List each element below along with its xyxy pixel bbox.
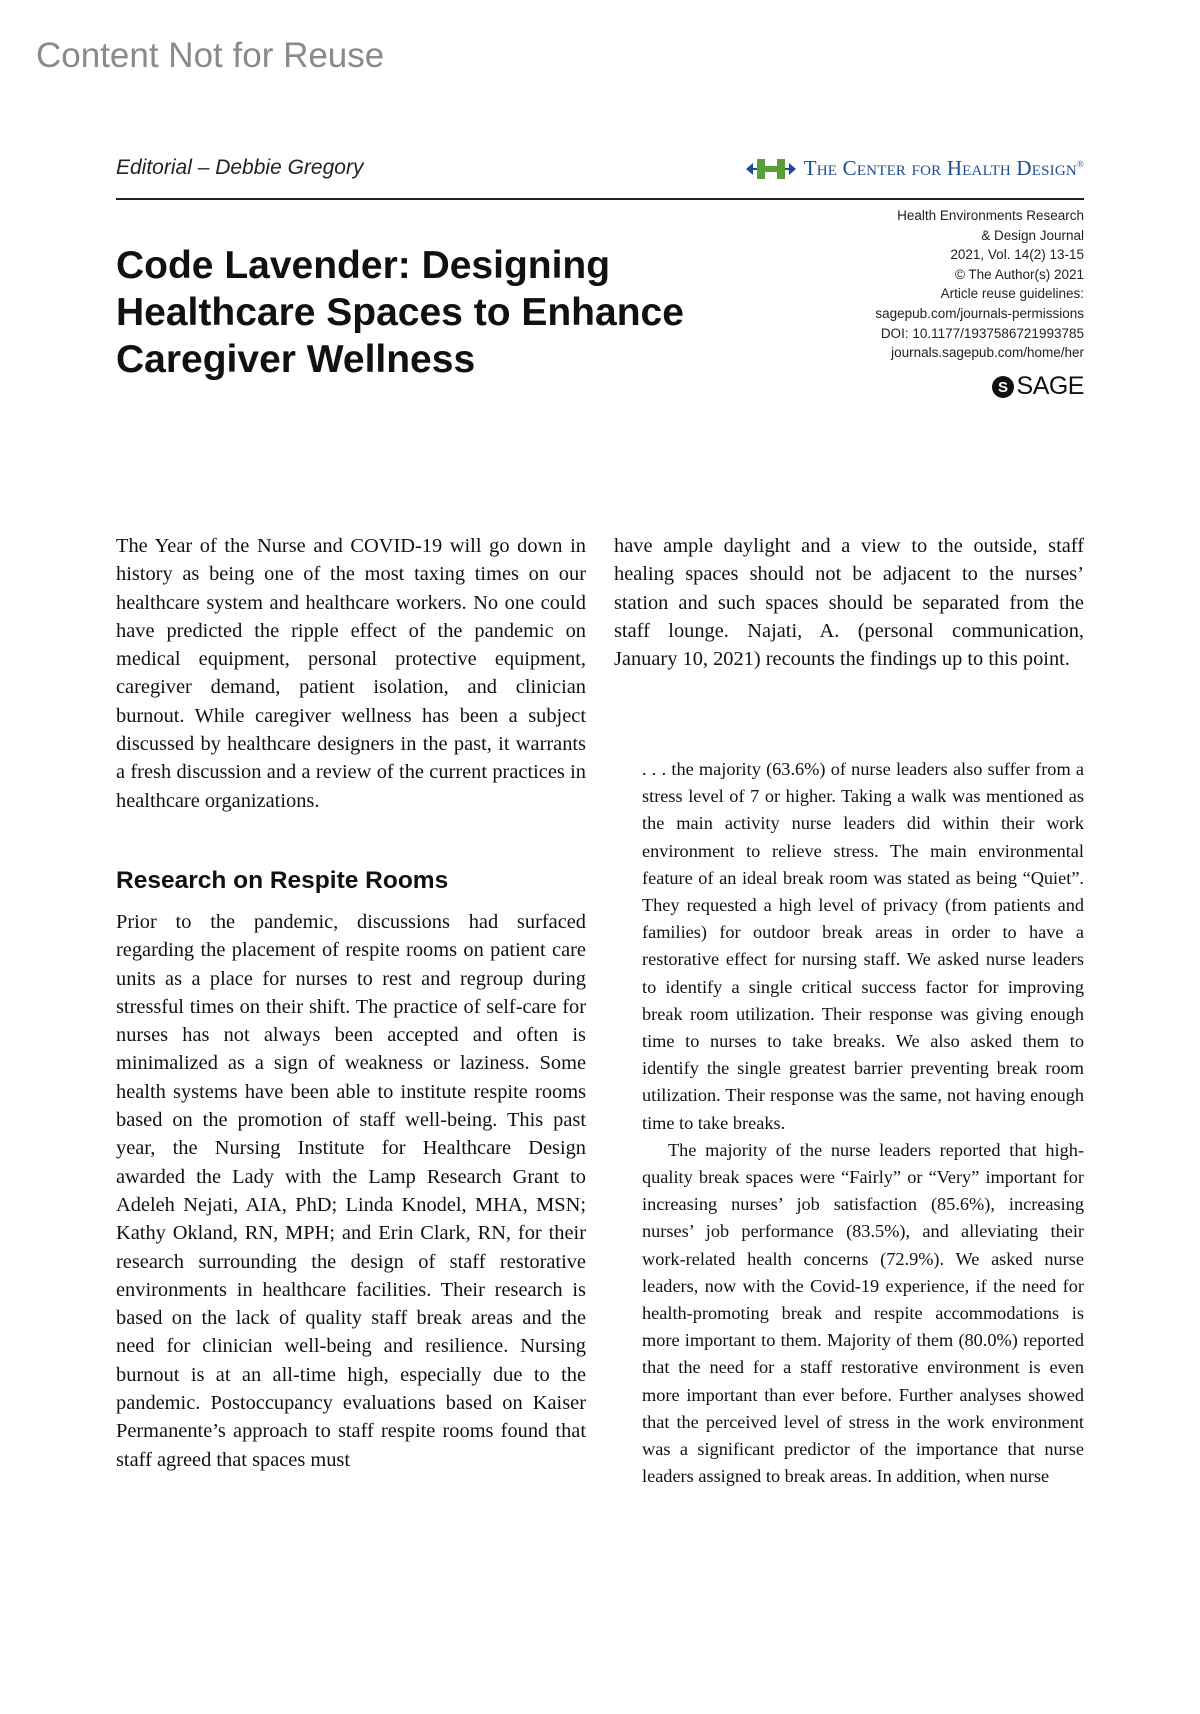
block-quote — [642, 756, 1084, 1490]
reuse-link[interactable]: sagepub.com/journals-permissions — [875, 305, 1084, 321]
sage-logo — [991, 372, 1084, 401]
sage-logo-text: SAGE — [1016, 372, 1084, 400]
center-for-health-design-logo — [744, 156, 1084, 181]
journal-metadata — [784, 206, 1084, 363]
watermark: Content Not for Reuse — [36, 36, 385, 75]
journal-name-line2: & Design Journal — [981, 227, 1084, 243]
doi[interactable]: DOI: 10.1177/1937586721993785 — [880, 325, 1084, 341]
right-paragraph: have ample daylight and a view to the outside, staff healing spaces should not be adjacent to the nurses’ station and such spaces should be separated from the staff lounge. Najati, A. (personal communication, January 10, 2021) recounts the findings up to this point. — [614, 535, 1084, 671]
chd-logo-text: The Center for Health Design® — [803, 156, 1084, 180]
quote-paragraph-1: . . . the majority (63.6%) of nurse leaders also suffer from a stress level of 7 or higher. Taking a walk was mentioned as the main activity nurse leaders did within their work environment to relieve stress. The main environmental feature of an ideal break room was stated as being “Quiet”. They requested a high level of privacy (from patients and families) for outdoor break areas in order to have a restorative effect for nursing staff. We asked nurse leaders to identify a single critical success factor for improving break room utilization. Their response was giving enough time to nurses to take breaks. We also asked them to identify the single greatest barrier preventing break room utilization. Their response was the same, not having enough time to take breaks. — [642, 759, 1084, 1133]
section-heading: Research on Respite Rooms — [116, 866, 449, 894]
sage-logo-icon — [991, 375, 1015, 399]
header-divider — [116, 198, 1084, 200]
section-label: Editorial – Debbie Gregory — [116, 156, 364, 179]
intro-paragraph: The Year of the Nurse and COVID-19 will go down in history as being one of the most taxing times on our healthcare system and healthcare workers. No one could have predicted the ripple effect of the pandemic on medical equipment, personal protective equipment, caregiver demand, patient isolation, and clinician burnout. While caregiver wellness has been a subject discussed by healthcare designers in the past, it warrants a fresh discussion and a review of the current practices in healthcare organizations. — [116, 535, 586, 812]
svg-text:S: S — [997, 378, 1008, 396]
left-column — [116, 532, 586, 1474]
journal-volume: 2021, Vol. 14(2) 13-15 — [950, 247, 1084, 263]
quote-paragraph-2: The majority of the nurse leaders reported that high-quality break spaces were “Fairly” or “Very” important for increasing nurses’ job satisfaction (85.6%), increasing nurses’ job performance (83.5%), and alleviating their work-related health concerns (72.9%). We asked nurse leaders, now with the Covid-19 experience, if the need for health-promoting break and respite accommodations is more important to them. Majority of them (80.0%) reported that the need for a staff restorative environment is even more important than ever before. Further analyses showed that the perceived level of stress in the work environment was a significant predictor of the importance that nurse leaders assigned to break areas. In addition, when nurse — [642, 1139, 1084, 1487]
journal-name-line1: Health Environments Research — [897, 208, 1084, 223]
reuse-label: Article reuse guidelines: — [940, 286, 1084, 302]
section-paragraph: Prior to the pandemic, discussions had surfaced regarding the placement of respite rooms on patient care units as a place for nurses to rest and regroup during stressful times on their shift. The practice of self-care for nurses has not always been accepted and often is minimalized as a sign of weakness or laziness. Some health systems have been able to institute respite rooms based on the promotion of staff well-being. This past year, the Nursing Institute for Healthcare Design awarded the Lady with the Lamp Research Grant to Adeleh Nejati, AIA, PhD; Linda Knodel, MHA, MSN; Kathy Okland, RN, MPH; and Erin Clark, RN, for their research surrounding the design of staff restorative environments in healthcare facilities. Their research is based on the lack of quality staff break areas and the need for clinician well-being and resilience. Nursing burnout is at an all-time high, especially due to the pandemic. Postoccupancy evaluations based on Kaiser Permanente’s approach to staff respite rooms found that staff agreed that spaces must — [116, 910, 586, 1471]
article-title: Code Lavender: Designing Healthcare Spaces to Enhance Caregiver Wellness — [116, 244, 684, 381]
journal-link[interactable]: journals.sagepub.com/home/her — [891, 345, 1084, 361]
right-column — [614, 532, 1084, 673]
copyright: © The Author(s) 2021 — [954, 266, 1084, 282]
chd-logo-icon — [744, 157, 798, 181]
